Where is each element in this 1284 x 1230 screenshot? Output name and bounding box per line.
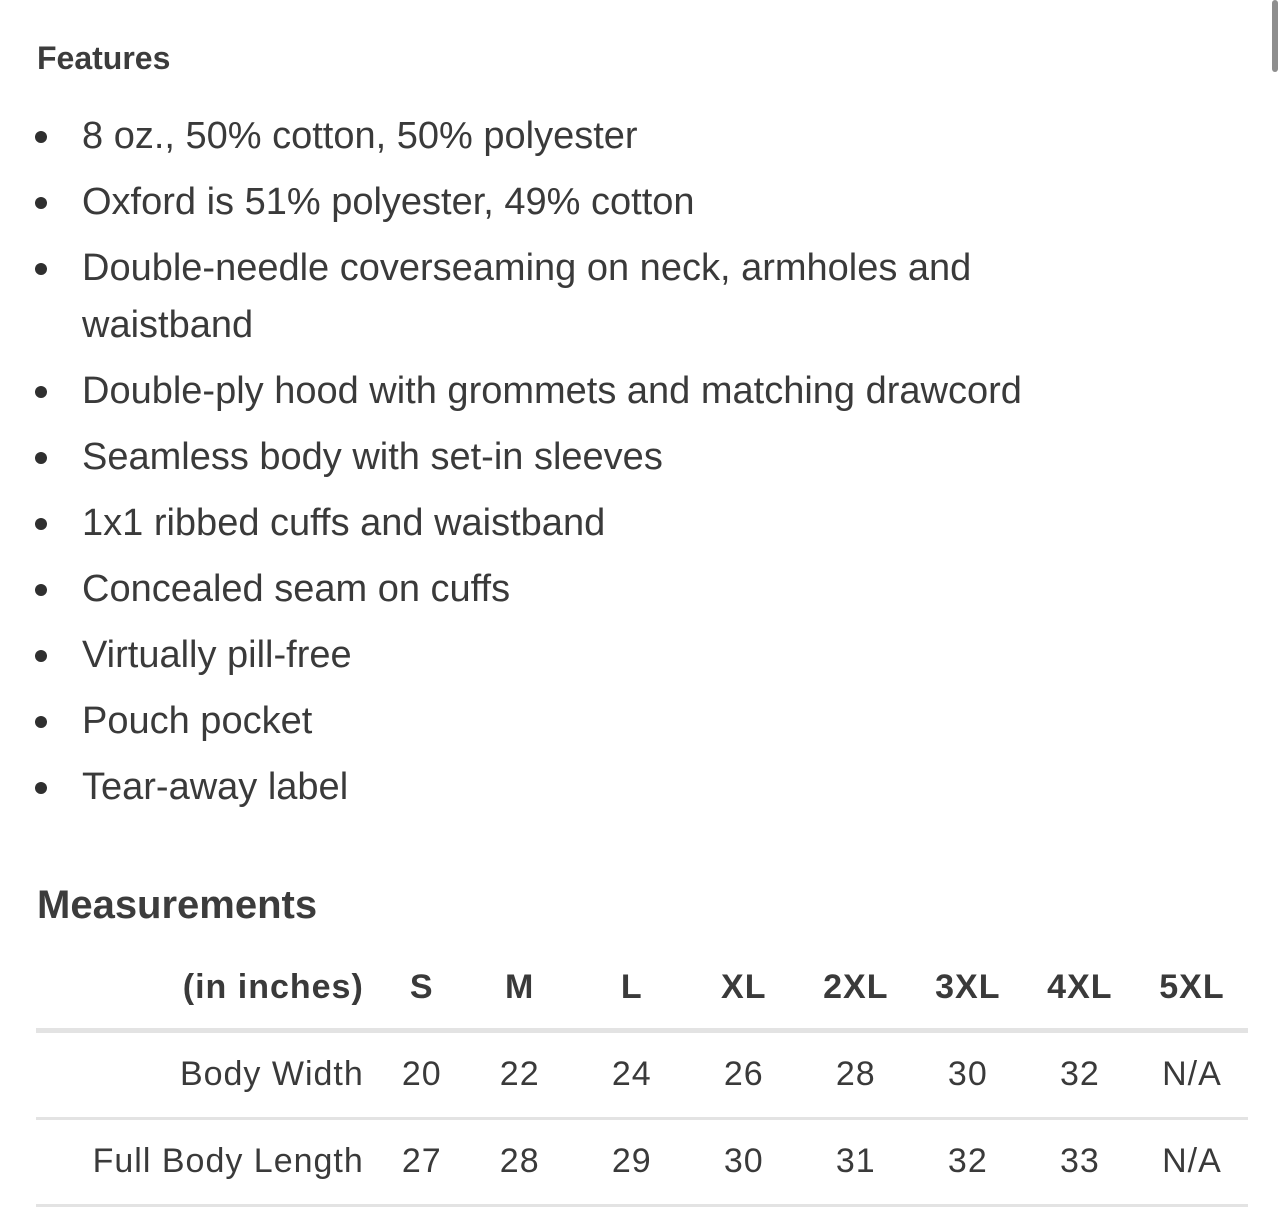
feature-item xyxy=(0,759,1140,816)
table-cell: 28 xyxy=(464,1118,576,1205)
table-cell: 22 xyxy=(464,1030,576,1118)
bullet-icon xyxy=(35,452,47,464)
feature-text: Virtually pill-free xyxy=(82,634,352,676)
row-label: Full Body Length xyxy=(36,1118,380,1205)
feature-text: Oxford is 51% polyester, 49% cotton xyxy=(82,181,695,223)
feature-item xyxy=(0,495,1140,552)
feature-item xyxy=(0,429,1140,486)
bullet-icon xyxy=(35,650,47,662)
feature-item xyxy=(0,363,1140,420)
size-header: L xyxy=(576,960,688,1030)
table-cell: 26 xyxy=(688,1030,800,1118)
table-cell: 24 xyxy=(576,1030,688,1118)
feature-text: Double-ply hood with grommets and matching drawcord xyxy=(82,370,1022,412)
feature-item xyxy=(0,693,1140,750)
features-heading: Features xyxy=(37,40,171,76)
size-chart-table xyxy=(36,960,1248,1207)
scrollbar-thumb[interactable] xyxy=(1272,0,1278,72)
table-cell: 27 xyxy=(380,1118,464,1205)
measurements-heading: Measurements xyxy=(37,883,318,927)
size-header: S xyxy=(380,960,464,1030)
feature-text: Tear-away label xyxy=(82,766,349,808)
bullet-icon xyxy=(35,782,47,794)
feature-text: Concealed seam on cuffs xyxy=(82,568,511,610)
feature-item xyxy=(0,108,1140,165)
feature-item xyxy=(0,627,1140,684)
table-row xyxy=(36,1118,1248,1205)
bullet-icon xyxy=(35,197,47,209)
table-cell: 29 xyxy=(576,1118,688,1205)
bullet-icon xyxy=(35,716,47,728)
bullet-icon xyxy=(35,518,47,530)
feature-text: Pouch pocket xyxy=(82,700,313,742)
bullet-icon xyxy=(35,131,47,143)
size-header: 3XL xyxy=(912,960,1024,1030)
table-row xyxy=(36,1030,1248,1118)
feature-text: Seamless body with set-in sleeves xyxy=(82,436,663,478)
table-cell: 33 xyxy=(1024,1118,1136,1205)
bullet-icon xyxy=(35,584,47,596)
table-cell: N/A xyxy=(1136,1030,1248,1118)
size-header: 4XL xyxy=(1024,960,1136,1030)
table-cell: 32 xyxy=(1024,1030,1136,1118)
feature-item xyxy=(0,561,1140,618)
size-header: 5XL xyxy=(1136,960,1248,1030)
table-cell: 30 xyxy=(912,1030,1024,1118)
bullet-icon xyxy=(35,263,47,275)
table-cell: 28 xyxy=(800,1030,912,1118)
feature-text: 1x1 ribbed cuffs and waistband xyxy=(82,502,606,544)
table-cell: N/A xyxy=(1136,1118,1248,1205)
unit-label: (in inches) xyxy=(36,960,380,1030)
table-cell: 32 xyxy=(912,1118,1024,1205)
feature-item xyxy=(0,240,1140,354)
row-label: Body Width xyxy=(36,1030,380,1118)
feature-item xyxy=(0,174,1140,231)
feature-text: Double-needle coverseaming on neck, armholes and xyxy=(82,247,972,289)
size-header: XL xyxy=(688,960,800,1030)
size-header: M xyxy=(464,960,576,1030)
table-cell: 31 xyxy=(800,1118,912,1205)
table-header-row xyxy=(36,960,1248,1030)
size-header: 2XL xyxy=(800,960,912,1030)
table-cell: 30 xyxy=(688,1118,800,1205)
table-cell: 20 xyxy=(380,1030,464,1118)
feature-text-continued: waistband xyxy=(82,304,254,346)
bullet-icon xyxy=(35,386,47,398)
feature-text: 8 oz., 50% cotton, 50% polyester xyxy=(82,115,638,157)
